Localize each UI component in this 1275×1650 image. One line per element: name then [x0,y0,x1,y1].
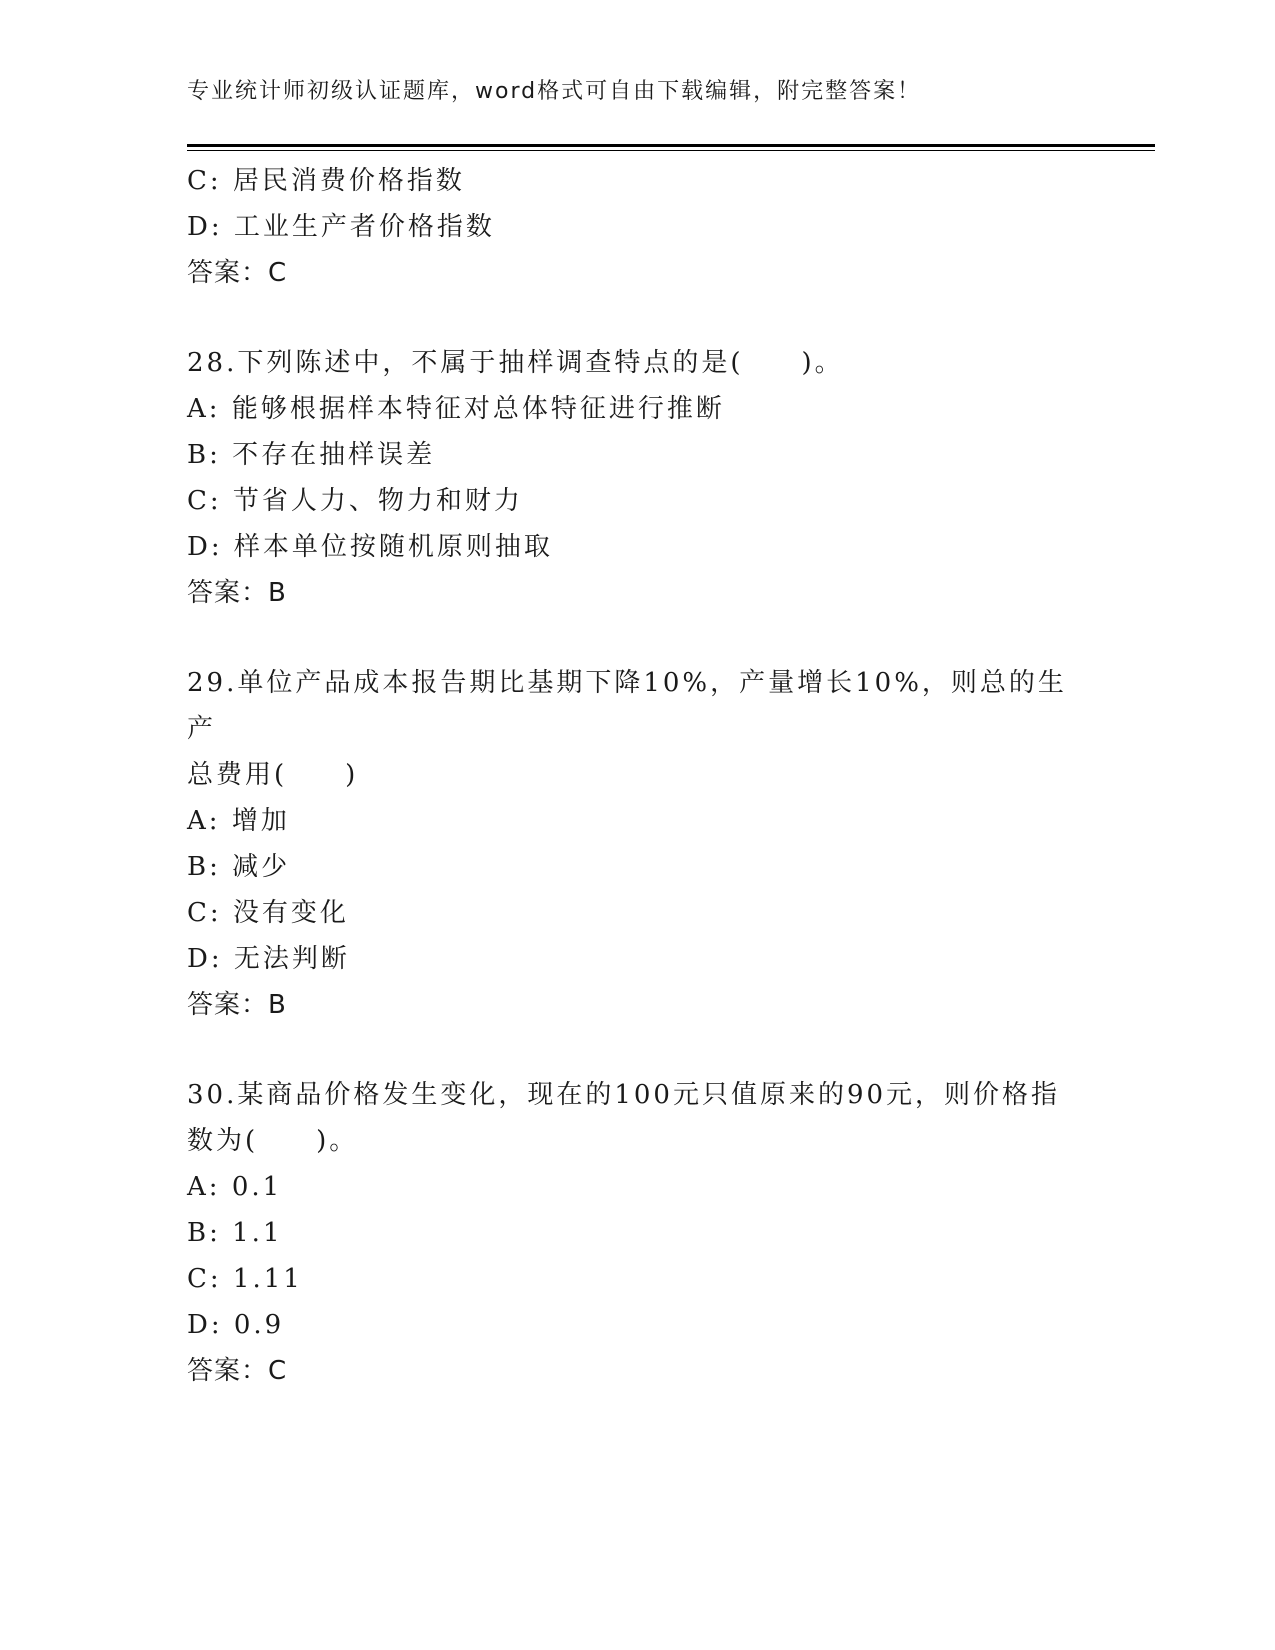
option-text: 没有变化 [232,898,349,928]
option-key: D: [187,212,223,242]
header-divider-thick [187,144,1155,147]
option-key: B: [187,440,221,470]
question-stem-line-1: 29.单位产品成本报告期比基期下降10%，产量增长10%，则总的生产 [187,668,1067,744]
option-d [187,936,1067,982]
option-b [187,1210,1067,1256]
option-c [187,478,1067,524]
question-30 [187,1072,1067,1394]
option-key: C: [187,166,222,196]
option-a [187,1164,1067,1210]
option-text: 1.11 [232,1264,303,1294]
option-a [187,798,1067,844]
answer-line: 答案：B [187,578,287,608]
option-text: 增加 [231,806,290,836]
option-d [187,204,1067,250]
option-d [187,524,1067,570]
question-29 [187,660,1067,1028]
option-text: 样本单位按随机原则抽取 [233,532,553,562]
option-key: B: [187,852,221,882]
question-stem: 28.下列陈述中，不属于抽样调查特点的是( )。 [187,348,844,378]
prev-question-block [187,158,1067,296]
answer-line: 答案：B [187,990,287,1020]
answer-line: 答案：C [187,258,288,288]
document-body [187,158,1067,1394]
option-c [187,890,1067,936]
question-stem-line-2: 总费用( ) [187,760,359,790]
option-text: 0.1 [231,1172,283,1202]
option-text: 不存在抽样误差 [232,440,436,470]
option-key: B: [187,1218,221,1248]
option-key: D: [187,1310,223,1340]
option-c [187,1256,1067,1302]
option-key: A: [187,806,221,836]
option-text: 节省人力、物力和财力 [232,486,523,516]
header-divider-thin [187,150,1155,151]
option-text: 居民消费价格指数 [232,166,465,196]
option-key: C: [187,1264,222,1294]
question-stem-line-1: 30.某商品价格发生变化，现在的100元只值原来的90元，则价格指 [187,1080,1061,1110]
option-c [187,158,1067,204]
option-key: A: [187,1172,221,1202]
option-key: A: [187,394,221,424]
option-key: C: [187,898,222,928]
option-text: 工业生产者价格指数 [233,212,495,242]
option-key: D: [187,532,223,562]
page-header: 专业统计师初级认证题库，word格式可自由下载编辑，附完整答案！ [187,79,922,104]
option-a [187,386,1067,432]
option-d [187,1302,1067,1348]
option-text: 能够根据样本特征对总体特征进行推断 [231,394,725,424]
option-text: 减少 [232,852,291,882]
answer-line: 答案：C [187,1356,288,1386]
question-stem-line-2: 数为( )。 [187,1126,359,1156]
option-key: D: [187,944,223,974]
option-b [187,844,1067,890]
option-key: C: [187,486,222,516]
option-text: 1.1 [232,1218,283,1248]
option-text: 无法判断 [233,944,350,974]
option-text: 0.9 [233,1310,285,1340]
option-b [187,432,1067,478]
question-28 [187,340,1067,616]
